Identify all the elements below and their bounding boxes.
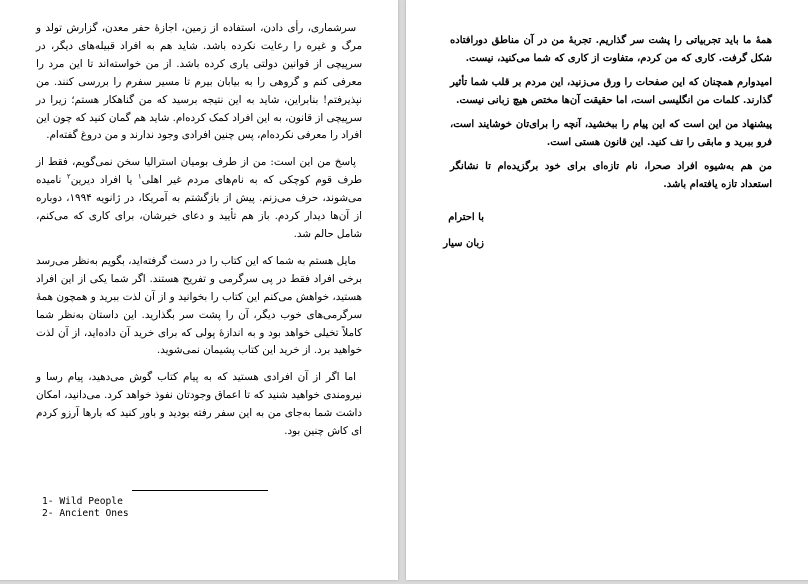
left-page-body	[36, 20, 362, 450]
footnote-divider	[132, 490, 268, 491]
footnote-2: 2- Ancient Ones	[42, 507, 129, 519]
paragraph-text: نامیده می‌شوند، حرف می‌زنم. پیش از بازگشتم به آمریکا، در ژانویه ۱۹۹۴، دوباره از آن‌ها دیدار کردم. باز هم تأیید و دعای خیرشان، برای کاری که می‌کنم، شامل حالم شد.	[36, 174, 362, 240]
paragraph-text: پاسخ من این است: من از طرف بومیان استرالیا سخن نمی‌گویم، فقط از طرف قوم کوچکی که به نام‌های مردم غیر اهلی	[36, 156, 363, 187]
paragraph: امیدوارم همچنان که این صفحات را ورق می‌زنید، این مردم بر قلب شما تأثیر گذارند. کلمات من انگلیسی است، اما حقیقت آن‌ها مختص هیچ زبانی نیست.	[450, 77, 772, 106]
paragraph: پیشنهاد من این است که این پیام را ببخشید، آنچه را برای‌تان خوشایند است، فرو ببرید و مابقی را تف کنید. این قانون هستی است.	[450, 119, 772, 148]
paragraph: من هم به‌شیوه افراد صحرا، نام تازه‌ای برای خود برگزیده‌ام تا نشانگر استعداد تازه یافته‌ام باشد.	[450, 161, 772, 190]
paragraph-with-footnotes	[36, 154, 362, 244]
footnotes	[42, 496, 129, 519]
signature-name: زبان سیار	[443, 238, 484, 249]
paragraph: اما اگر از آن افرادی هستید که به پیام کتاب گوش می‌دهید، پیام رسا و نیرومندی خواهید شنید که تا اعماق وجودتان نفوذ خواهد کرد. می‌دانید، امکان داشت شما به‌جای من به این سفر رفته بودید و باور کنید که بارها آرزو کردم ای کاش چنین بود.	[36, 371, 362, 438]
right-page	[406, 0, 808, 580]
paragraph: مایل هستم به شما که این کتاب را در دست گرفته‌اید، بگویم به‌نظر می‌رسد برخی افراد فقط در پی سرگرمی و تفریح هستند. اگر شما یکی از این افراد هستید، خواهش می‌کنم این کتاب را بخوانید و از آن لذت ببرید و همچون همهٔ سرگرمی‌های خوب دیگر، آن را پشت سر بگذارید. این داستان به‌نظر شما کاملاً تخیلی خواهد بود و به اندازهٔ پولی که برای خرید آن داده‌اید، از آن لذت خواهید برد. از خرید این کتاب پشیمان نمی‌شوید.	[36, 254, 362, 357]
footnote-ref-1: ۱	[137, 172, 142, 181]
left-page	[0, 0, 398, 580]
paragraph-text: یا افراد دیرین	[70, 174, 138, 187]
signature-greeting: با احترام	[448, 212, 484, 223]
right-page-body	[450, 32, 772, 200]
paragraph: سرشماری، رأی دادن، استفاده از زمین، اجازهٔ حفر معدن، گزارش تولد و مرگ و غیره را رعایت نکرده باشد. شاید هم به افراد قبیله‌های دیگر، در سرپیچی از قوانین دولتی یاری کرده باشد. از من خواسته‌اند تا این مرد را معرفی کنم و گروهی را به بیابان بیرم تا مسیر سفرم را بررسی کنند. من نپذیرفتم! بنابراین، شاید به این نتیجه برسید که من گناهکار هستم؛ زیرا در سرپیچی از قانون، به این افراد کمک کرده‌ام. شاید هم گمان کنید که چون این افراد را معرفی نکرده‌ام، پس چنین افرادی وجود ندارند و من دروغ گفته‌ام.	[36, 22, 362, 142]
footnote-ref-2: ۲	[66, 172, 71, 181]
footnote-1: 1- Wild People	[42, 496, 123, 507]
paragraph: همهٔ ما باید تجربیاتی را پشت سر گذاریم. تجربهٔ من در آن مناطق دورافتاده شکل گرفت. کاری که من کردم، متفاوت از کاری که شما می‌کنید، نیست.	[450, 35, 772, 64]
